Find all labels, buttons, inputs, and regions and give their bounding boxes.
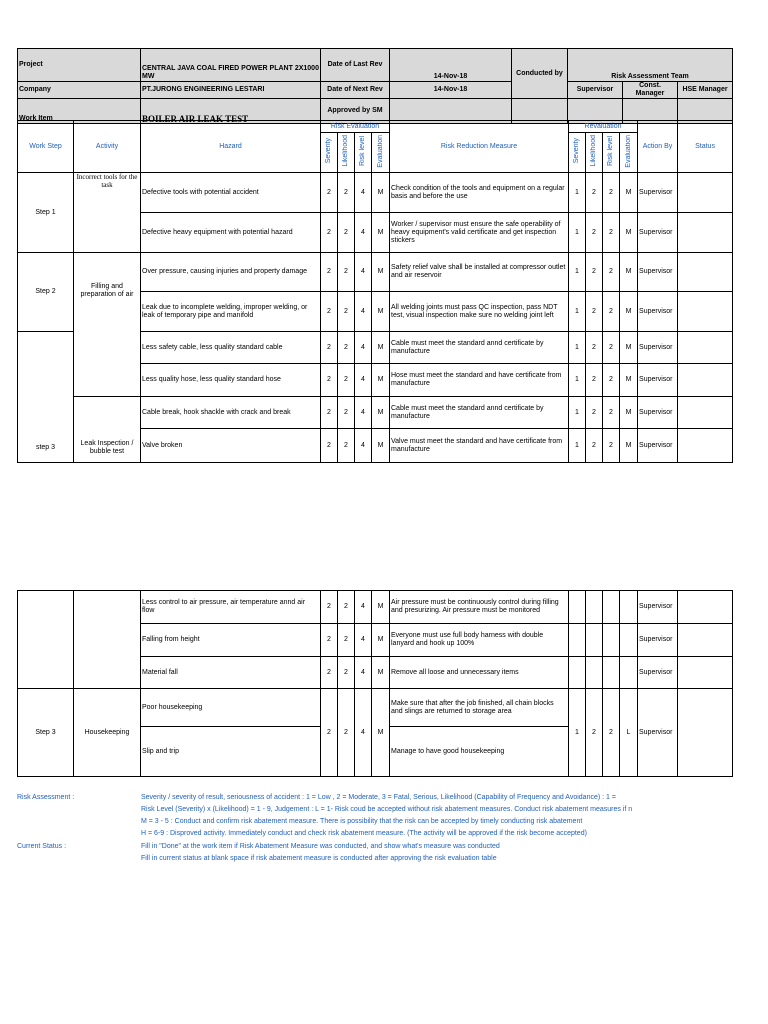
hazard-cell: Less safety cable, less quality standard cable xyxy=(141,332,321,364)
col-re-likelihood: Likelihood xyxy=(590,135,597,167)
date-last-rev-value: 14-Nov-18 xyxy=(390,49,512,82)
re-likelihood-cell: 2 xyxy=(586,332,603,364)
note-line: Fill in current status at blank space if risk abatement measure is conducted after approving the risk evaluation table xyxy=(141,855,497,862)
re-evaluation-cell xyxy=(620,591,638,624)
col-revaluation: Revaluation xyxy=(569,121,638,133)
likelihood-cell: 2 xyxy=(338,332,355,364)
re-severity-cell: 1 xyxy=(569,332,586,364)
re-likelihood-cell xyxy=(586,624,603,657)
hazard-cell: Defective tools with potential accident xyxy=(141,173,321,213)
risk-level-cell: 4 xyxy=(355,591,372,624)
measure-cell: All welding joints must pass QC inspection, pass NDT test, visual inspection make sure no welding joint left xyxy=(390,292,569,332)
risk-level-cell: 4 xyxy=(355,397,372,429)
evaluation-cell: M xyxy=(372,213,390,253)
re-evaluation-cell: M xyxy=(620,213,638,253)
likelihood-cell: 2 xyxy=(338,253,355,292)
action-by-cell: Supervisor xyxy=(638,332,678,364)
risk-level-cell: 4 xyxy=(355,253,372,292)
header-table xyxy=(17,48,733,124)
evaluation-cell: M xyxy=(372,657,390,689)
likelihood-cell: 2 xyxy=(338,657,355,689)
status-cell xyxy=(678,253,733,292)
re-risk-level-cell: 2 xyxy=(603,253,620,292)
work-step-cell: Step 1 xyxy=(18,173,74,253)
re-likelihood-cell: 2 xyxy=(586,253,603,292)
re-severity-cell xyxy=(569,657,586,689)
measure-cell: Valve must meet the standard and have certificate from manufacture xyxy=(390,429,569,463)
evaluation-cell: M xyxy=(372,624,390,657)
re-evaluation-cell: M xyxy=(620,429,638,463)
team-role-const-manager: Const. Manager xyxy=(623,82,678,99)
re-likelihood-cell: 2 xyxy=(586,213,603,253)
evaluation-cell: M xyxy=(372,253,390,292)
re-evaluation-cell: M xyxy=(620,332,638,364)
measure-cell: Make sure that after the job finished, all chain blocks and slings are returned to storage area xyxy=(390,689,569,727)
activity-cell: Housekeeping xyxy=(74,689,141,777)
date-next-rev-label: Date of Next Rev xyxy=(321,82,390,99)
work-step-cell xyxy=(18,591,74,689)
hazard-cell: Defective heavy equipment with potential hazard xyxy=(141,213,321,253)
risk-level-cell: 4 xyxy=(355,364,372,397)
re-evaluation-cell xyxy=(620,657,638,689)
status-cell xyxy=(678,657,733,689)
evaluation-cell: M xyxy=(372,364,390,397)
note-line: Severity / severity of result, seriousness of accident : 1 = Low , 2 = Moderate, 3 = Fatal, Serious, Likelihood (Capability of Frequency and Avoidance) : 1 = xyxy=(141,794,616,801)
evaluation-cell: M xyxy=(372,689,390,777)
activity-cell: Filling and preparation of air xyxy=(74,253,141,397)
hazard-cell: Falling from height xyxy=(141,624,321,657)
hazard-cell: Poor housekeeping xyxy=(141,689,321,727)
severity-cell: 2 xyxy=(321,689,338,777)
col-risk-reduction: Risk Reduction Measure xyxy=(390,121,569,173)
re-risk-level-cell: 2 xyxy=(603,292,620,332)
table-row xyxy=(18,253,733,292)
measure-cell: Worker / supervisor must ensure the safe operability of heavy equipment's valid certificate and get inspection stickers xyxy=(390,213,569,253)
work-item-label: Work Item xyxy=(18,99,141,124)
measure-cell: Everyone must use full body harness with double lanyard and hook up 100% xyxy=(390,624,569,657)
work-step-cell: Step 2 xyxy=(18,253,74,332)
status-cell xyxy=(678,364,733,397)
likelihood-cell: 2 xyxy=(338,292,355,332)
col-risk-level: Risk level xyxy=(359,136,366,166)
severity-cell: 2 xyxy=(321,292,338,332)
severity-cell: 2 xyxy=(321,591,338,624)
hazard-cell: Valve broken xyxy=(141,429,321,463)
date-last-rev-label: Date of Last Rev xyxy=(321,49,390,82)
action-by-cell: Supervisor xyxy=(638,429,678,463)
conducted-by-label: Conducted by xyxy=(512,49,568,99)
re-severity-cell: 1 xyxy=(569,364,586,397)
work-step-cell: Step 3 xyxy=(18,689,74,777)
re-likelihood-cell: 2 xyxy=(586,292,603,332)
team-role-supervisor: Supervisor xyxy=(568,82,623,99)
re-risk-level-cell: 2 xyxy=(603,213,620,253)
note-line: H = 6-9 : Disproved activity. Immediately conduct and check risk abatement measure. (The activity will be approved if the risk become accepted) xyxy=(141,830,587,837)
action-by-cell: Supervisor xyxy=(638,364,678,397)
re-evaluation-cell: M xyxy=(620,173,638,213)
re-risk-level-cell: 2 xyxy=(603,332,620,364)
status-cell xyxy=(678,591,733,624)
re-severity-cell: 1 xyxy=(569,253,586,292)
status-cell xyxy=(678,397,733,429)
col-action-by: Action By xyxy=(638,121,678,173)
measure-cell: Safety relief valve shall be installed at compressor outlet and air reservoir xyxy=(390,253,569,292)
team-role-hse-manager: HSE Manager xyxy=(678,82,733,99)
severity-cell: 2 xyxy=(321,332,338,364)
re-risk-level-cell xyxy=(603,624,620,657)
table-row xyxy=(18,689,733,727)
company-value: PT.JURONG ENGINEERING LESTARI xyxy=(141,82,321,99)
severity-cell: 2 xyxy=(321,364,338,397)
likelihood-cell: 2 xyxy=(338,213,355,253)
project-label: Project xyxy=(18,49,141,82)
hazard-cell: Less control to air pressure, air temperature annd air flow xyxy=(141,591,321,624)
action-by-cell: Supervisor xyxy=(638,253,678,292)
action-by-cell: Supervisor xyxy=(638,292,678,332)
activity-cell: Leak Inspection / bubble test xyxy=(74,397,141,463)
risk-level-cell: 4 xyxy=(355,689,372,777)
evaluation-cell: M xyxy=(372,173,390,213)
action-by-cell: Supervisor xyxy=(638,657,678,689)
status-cell xyxy=(678,624,733,657)
re-likelihood-cell: 2 xyxy=(586,173,603,213)
likelihood-cell: 2 xyxy=(338,364,355,397)
col-severity: Severity xyxy=(325,138,332,164)
col-status: Status xyxy=(678,121,733,173)
risk-level-cell: 4 xyxy=(355,624,372,657)
work-item-value: BOILER AIR LEAK TEST xyxy=(141,99,321,124)
re-risk-level-cell xyxy=(603,657,620,689)
activity-cell xyxy=(74,591,141,689)
col-work-step: Work Step xyxy=(18,121,74,173)
hazard-cell: Less quality hose, less quality standard hose xyxy=(141,364,321,397)
status-cell xyxy=(678,332,733,364)
likelihood-cell: 2 xyxy=(338,173,355,213)
col-likelihood: Likelihood xyxy=(342,135,349,167)
re-severity-cell: 1 xyxy=(569,429,586,463)
re-likelihood-cell: 2 xyxy=(586,429,603,463)
activity-cell: Incorrect tools for the task xyxy=(74,173,141,253)
severity-cell: 2 xyxy=(321,173,338,213)
date-next-rev-value: 14-Nov-18 xyxy=(390,82,512,99)
col-activity: Activity xyxy=(74,121,141,173)
likelihood-cell: 2 xyxy=(338,397,355,429)
col-re-severity: Severity xyxy=(573,138,580,164)
measure-cell: Air pressure must be continuously control during filling and presurizing. Air pressure must be monitored xyxy=(390,591,569,624)
re-severity-cell: 1 xyxy=(569,689,586,777)
evaluation-cell: M xyxy=(372,591,390,624)
severity-cell: 2 xyxy=(321,253,338,292)
evaluation-cell: M xyxy=(372,397,390,429)
col-re-evaluation: Evaluation xyxy=(624,134,632,168)
re-likelihood-cell xyxy=(586,657,603,689)
re-evaluation-cell xyxy=(620,624,638,657)
hazard-cell: Cable break, hook shackle with crack and break xyxy=(141,397,321,429)
likelihood-cell: 2 xyxy=(338,429,355,463)
re-likelihood-cell: 2 xyxy=(586,397,603,429)
col-hazard: Hazard xyxy=(141,121,321,173)
action-by-cell: Supervisor xyxy=(638,213,678,253)
re-likelihood-cell xyxy=(586,591,603,624)
re-risk-level-cell: 2 xyxy=(603,397,620,429)
measure-cell: Cable must meet the standard annd certificate by manufacture xyxy=(390,332,569,364)
re-evaluation-cell: M xyxy=(620,397,638,429)
risk-level-cell: 4 xyxy=(355,657,372,689)
note-line: Risk Level (Severity) x (Likelihood) = 1 - 9, Judgement : L = 1- Risk coud be accepted without risk abatement measures. Conduct risk abatement measures if n xyxy=(141,806,633,813)
risk-table-page-2 xyxy=(17,590,733,777)
hazard-cell: Material fall xyxy=(141,657,321,689)
likelihood-cell: 2 xyxy=(338,689,355,777)
re-severity-cell: 1 xyxy=(569,397,586,429)
severity-cell: 2 xyxy=(321,397,338,429)
current-status-label: Current Status : xyxy=(17,843,67,850)
note-line: M = 3 - 5 : Conduct and confirm risk abatement measure. There is possibility that the risk can be accepted by timely conducting risk abatement xyxy=(141,818,583,825)
re-evaluation-cell: M xyxy=(620,292,638,332)
status-cell xyxy=(678,213,733,253)
approved-by-label: Approved by SM xyxy=(321,99,390,124)
table-row xyxy=(18,591,733,624)
status-cell xyxy=(678,292,733,332)
action-by-cell: Supervisor xyxy=(638,397,678,429)
likelihood-cell: 2 xyxy=(338,591,355,624)
company-label: Company xyxy=(18,82,141,99)
table-row xyxy=(18,397,733,429)
severity-cell: 2 xyxy=(321,657,338,689)
re-severity-cell: 1 xyxy=(569,292,586,332)
table-row xyxy=(18,173,733,213)
evaluation-cell: M xyxy=(372,292,390,332)
col-evaluation: Evaluation xyxy=(376,134,384,168)
likelihood-cell: 2 xyxy=(338,624,355,657)
re-evaluation-cell: M xyxy=(620,253,638,292)
re-risk-level-cell: 2 xyxy=(603,364,620,397)
severity-cell: 2 xyxy=(321,429,338,463)
project-value: CENTRAL JAVA COAL FIRED POWER PLANT 2X1000 MW xyxy=(141,49,321,82)
re-severity-cell xyxy=(569,591,586,624)
severity-cell: 2 xyxy=(321,213,338,253)
action-by-cell: Supervisor xyxy=(638,624,678,657)
risk-table-page-1 xyxy=(17,120,733,463)
measure-cell: Remove all loose and unnecessary items xyxy=(390,657,569,689)
re-evaluation-cell: L xyxy=(620,689,638,777)
measure-cell: Check condition of the tools and equipment on a regular basis and before the use xyxy=(390,173,569,213)
status-cell xyxy=(678,689,733,777)
col-risk-evaluation: Risk Evaluation xyxy=(321,121,390,133)
status-cell xyxy=(678,173,733,213)
severity-cell: 2 xyxy=(321,624,338,657)
hazard-cell: Leak due to incomplete welding, improper welding, or leak of temporary pipe and manifold xyxy=(141,292,321,332)
action-by-cell: Supervisor xyxy=(638,689,678,777)
hazard-cell: Slip and trip xyxy=(141,727,321,777)
team-label: Risk Assessment Team xyxy=(568,49,733,82)
action-by-cell: Supervisor xyxy=(638,591,678,624)
work-step-cell: step 3 xyxy=(18,332,74,463)
re-severity-cell: 1 xyxy=(569,213,586,253)
risk-level-cell: 4 xyxy=(355,332,372,364)
evaluation-cell: M xyxy=(372,429,390,463)
re-evaluation-cell: M xyxy=(620,364,638,397)
re-risk-level-cell: 2 xyxy=(603,429,620,463)
risk-level-cell: 4 xyxy=(355,429,372,463)
action-by-cell: Supervisor xyxy=(638,173,678,213)
risk-assessment-label: Risk Assessment : xyxy=(17,794,75,801)
hazard-cell: Over pressure, causing injuries and property damage xyxy=(141,253,321,292)
re-likelihood-cell: 2 xyxy=(586,689,603,777)
measure-cell: Hose must meet the standard and have certificate from manufacture xyxy=(390,364,569,397)
re-risk-level-cell: 2 xyxy=(603,689,620,777)
risk-level-cell: 4 xyxy=(355,213,372,253)
re-severity-cell xyxy=(569,624,586,657)
risk-level-cell: 4 xyxy=(355,292,372,332)
measure-cell: Cable must meet the standard annd certificate by manufacture xyxy=(390,397,569,429)
note-line: Fill in "Done" at the work item if Risk Abatement Measure was conducted, and show what's measure was conducted xyxy=(141,843,500,850)
measure-cell: Manage to have good housekeeping xyxy=(390,727,569,777)
re-risk-level-cell xyxy=(603,591,620,624)
status-cell xyxy=(678,429,733,463)
re-likelihood-cell: 2 xyxy=(586,364,603,397)
risk-level-cell: 4 xyxy=(355,173,372,213)
re-severity-cell: 1 xyxy=(569,173,586,213)
col-re-risk-level: Risk level xyxy=(607,136,614,166)
evaluation-cell: M xyxy=(372,332,390,364)
re-risk-level-cell: 2 xyxy=(603,173,620,213)
